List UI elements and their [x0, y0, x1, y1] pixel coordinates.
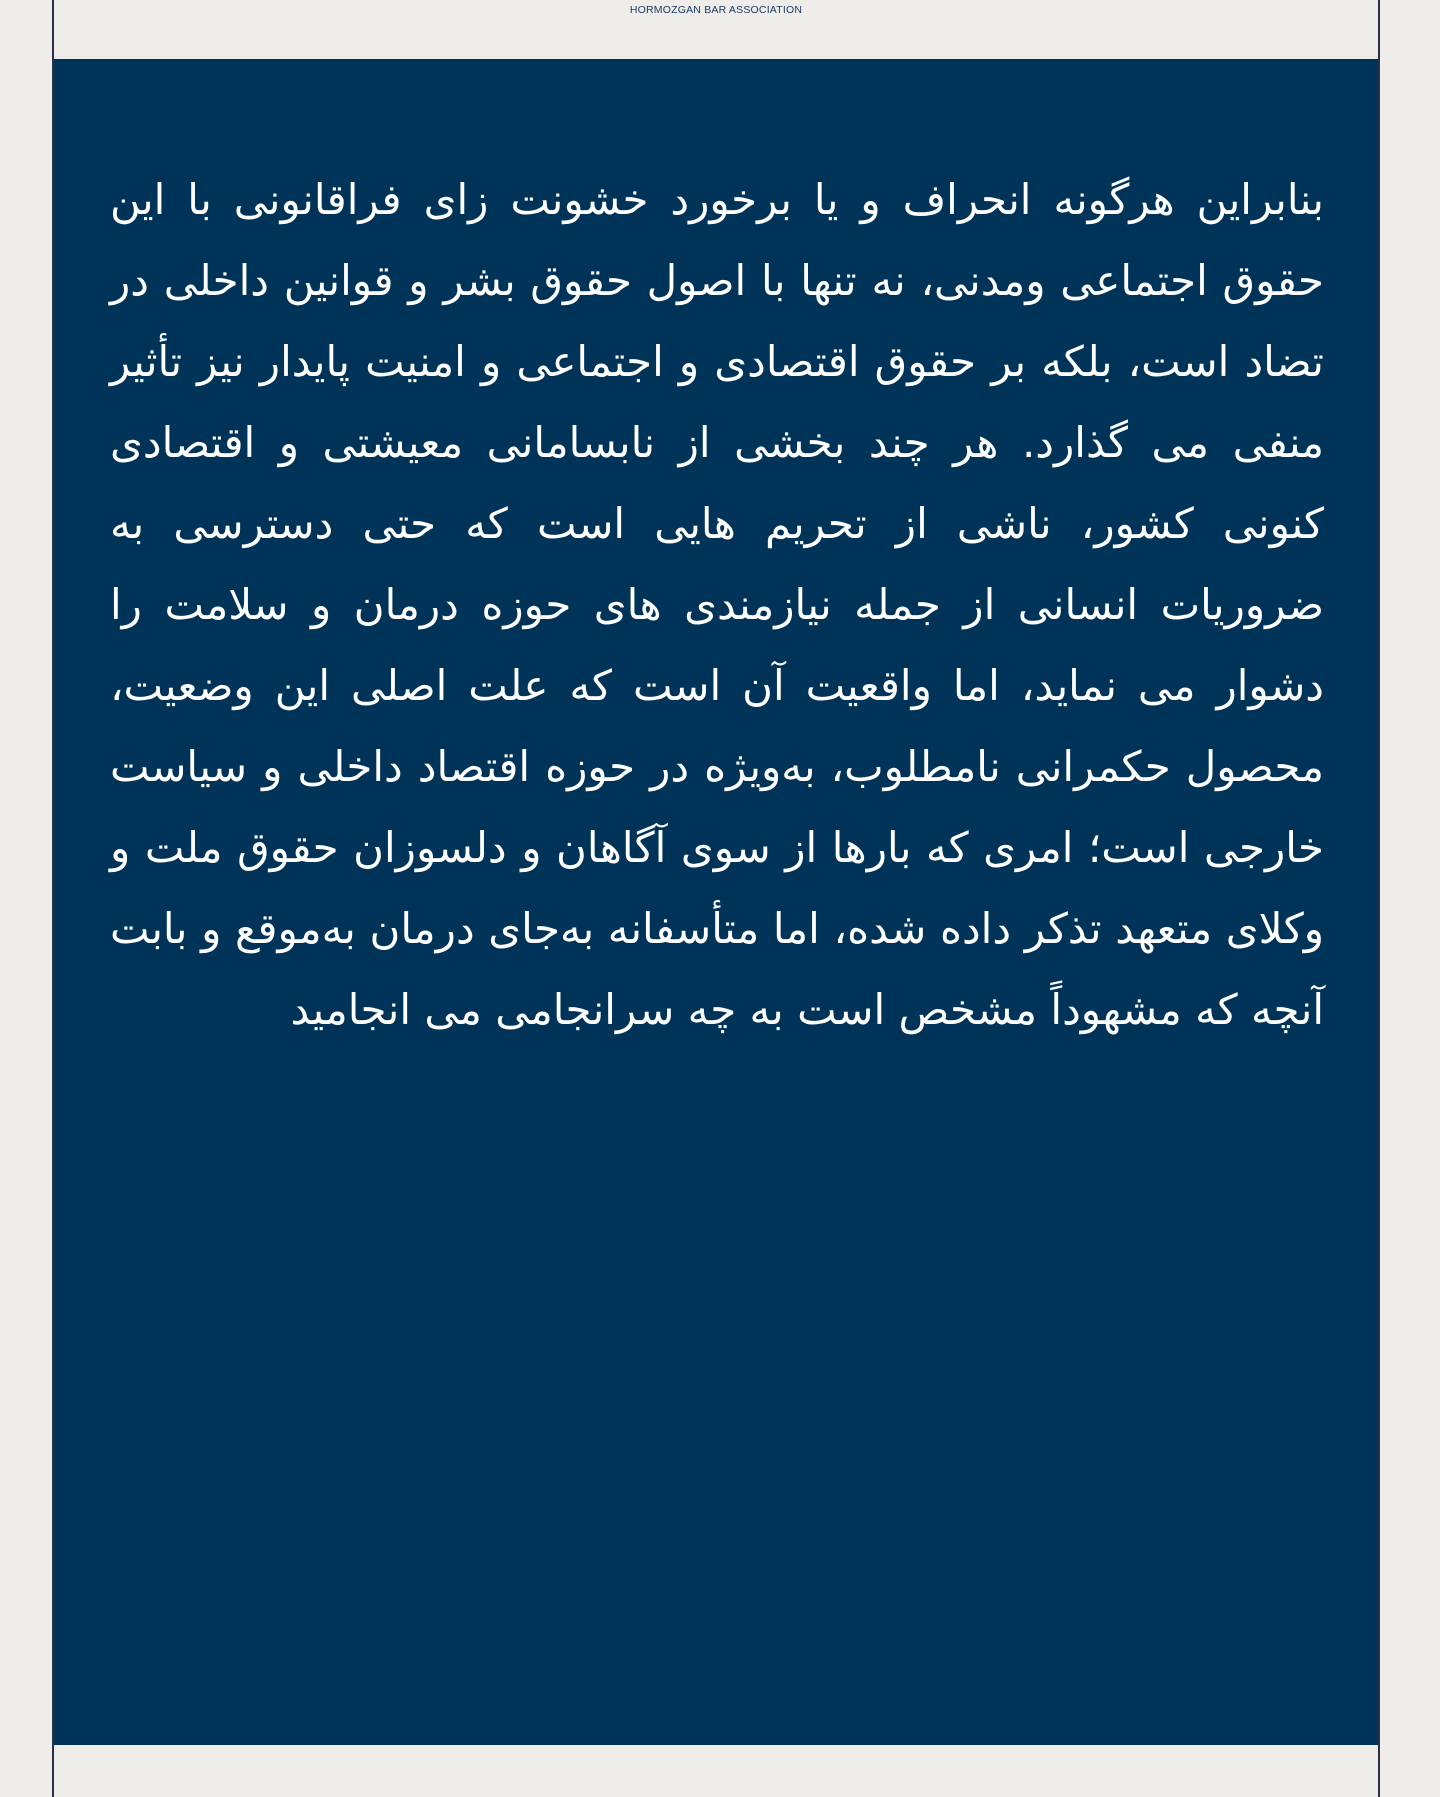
- page-frame: [52, 0, 1380, 1797]
- organization-name: HORMOZGAN BAR ASSOCIATION: [629, 4, 803, 16]
- header: [54, 0, 1378, 58]
- statement-paragraph: بنابراین هرگونه انحراف و یا برخورد خشونت زای فراقانونی با این حقوق اجتماعی ومدنی، نه تنها با اصول حقوق بشر و قوانین داخلی در تضاد است، بلکه بر حقوق اقتصادی و اجتماعی و امنیت پایدار نیز تأثیر منفی می گذارد. هر چند بخشی از نابسامانی معیشتی و اقتصادی کنونی کشور، ناشی از تحریم هایی است که حتی دسترسی به ضروریات انسانی از جمله نیازمندی های حوزه درمان و سلامت را دشوار می نماید، اما واقعیت آن است که علت اصلی این وضعیت، محصول حکمرانی نامطلوب، به‌ویژه در حوزه اقتصاد داخلی و سیاست خارجی است؛ امری که بارها از سوی آگاهان و دلسوزان حقوق ملت و وکلای متعهد تذکر داده شده، اما متأسفانه به‌جای درمان به‌موقع و بابت آنچه که مشهوداً مشخص است به چه سرانجامی می انجامید: [110, 175, 1324, 1034]
- statement-panel: [54, 59, 1378, 1745]
- footer-band: [54, 1745, 1378, 1797]
